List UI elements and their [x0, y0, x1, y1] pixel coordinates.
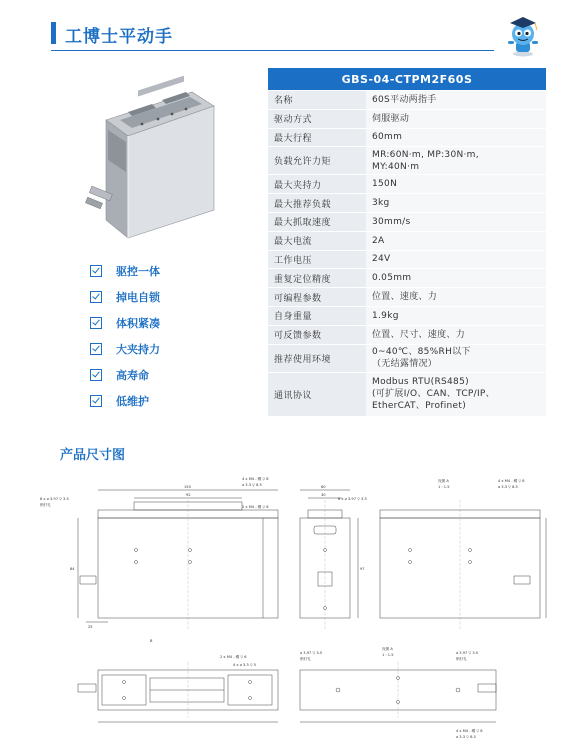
drawing-note: 视图 A [382, 647, 393, 651]
spec-row: 最大电流 2A [268, 231, 546, 250]
checkbox-icon [90, 291, 102, 303]
header-divider [51, 50, 494, 51]
drawing-note: 8 x ⌀ 3.97 ▽ 3.5 [338, 497, 367, 501]
spec-row: 最大行程 60mm [268, 128, 546, 147]
feature-item: 高寿命 [90, 362, 160, 388]
dim-label: 30 [321, 493, 326, 497]
dim-label: 60 [321, 485, 326, 489]
drawing-note: 销钉孔 [300, 657, 311, 661]
dim-label: 150 [184, 485, 191, 489]
spec-row: 负载允许力矩 MR:60N·m, MP:30N·m, MY:40N·m [268, 147, 546, 175]
drawing-note: 4 x M4 - 螺 ▽ 8 [242, 477, 269, 481]
drawing-note: B [150, 639, 153, 643]
spec-row: 通讯协议 Modbus RTU(RS485) (可扩展I/O、CAN、TCP/IP、 EtherCAT、Profinet) [268, 372, 546, 416]
checkbox-icon [90, 395, 102, 407]
spec-row: 推荐使用环境 0~40℃、85%RH以下 （无结露情况） [268, 344, 546, 372]
spec-row: 可反馈参数 位置、尺寸、速度、力 [268, 325, 546, 344]
drawing-note: 1 : 1.5 [382, 653, 394, 657]
drawing-note: ⌀ 3.97 ▽ 3.5 [456, 651, 479, 655]
spec-row: 最大夹持力 150N [268, 175, 546, 194]
drawing-note: 4 x M4 - 螺 ▽ 8 [498, 479, 525, 483]
drawing-note: ⌀ 3.3 ▽ 8.5 [498, 485, 518, 489]
spec-row: 最大推荐负载 3kg [268, 194, 546, 213]
drawing-note: 视图 A [438, 479, 449, 483]
dim-label: 92 [186, 493, 191, 497]
spec-table-model: GBS-04-CTPM2F60S [268, 68, 546, 91]
spec-row: 可编程参数 位置、速度、力 [268, 288, 546, 307]
checkbox-icon [90, 265, 102, 277]
drawing-note: ⌀ 3.97 ▽ 3.5 [300, 651, 323, 655]
drawing-note: 8 x ⌀ 3.97 ▽ 3.5 [40, 497, 69, 501]
dim-label: 25 [88, 625, 93, 629]
spec-table [268, 68, 546, 417]
drawing-note: 销钉孔 [456, 657, 467, 661]
dimension-section-title: 产品尺寸图 [60, 448, 126, 463]
feature-item: 体积紧凑 [90, 310, 160, 336]
spec-row: 重复定位精度 0.05mm [268, 269, 546, 288]
feature-item: 大夹持力 [90, 336, 160, 362]
spec-row: 名称 60S平动两指手 [268, 91, 546, 110]
drawing-note: 4 x ⌀ 3.3 ▽ 5 [233, 663, 257, 667]
drawing-note: 销钉孔 [40, 503, 51, 507]
dim-label: 84 [70, 567, 75, 571]
header-accent-bar [51, 22, 56, 44]
spec-row: 最大抓取速度 30mm/s [268, 212, 546, 231]
drawing-note: 2 x M4 - 螺 ▽ 6 [220, 655, 247, 659]
spec-row: 驱动方式 伺服驱动 [268, 109, 546, 128]
spec-row: 自身重量 1.9kg [268, 306, 546, 325]
checkbox-icon [90, 317, 102, 329]
checkbox-icon [90, 343, 102, 355]
dim-label: 97 [360, 567, 365, 571]
feature-item: 驱控一体 [90, 258, 160, 284]
drawing-note: 1 : 1.5 [438, 485, 450, 489]
drawing-note: ⌀ 3.3 ▽ 8.5 [456, 735, 476, 739]
page-title: 工博士平动手 [65, 27, 173, 47]
drawing-note: ⌀ 3.3 ▽ 8.5 [242, 483, 262, 487]
feature-item: 掉电自锁 [90, 284, 160, 310]
mascot-logo [499, 14, 547, 58]
drawing-note: 2 x M4 - 螺 ▽ 6 [242, 505, 269, 509]
drawing-note: 4 x M4 - 螺 ▽ 6 [456, 729, 483, 733]
spec-row: 工作电压 24V [268, 250, 546, 269]
feature-list [90, 258, 160, 414]
feature-item: 低维护 [90, 388, 160, 414]
checkbox-icon [90, 369, 102, 381]
product-image [72, 72, 252, 242]
dimension-drawings [38, 470, 553, 752]
